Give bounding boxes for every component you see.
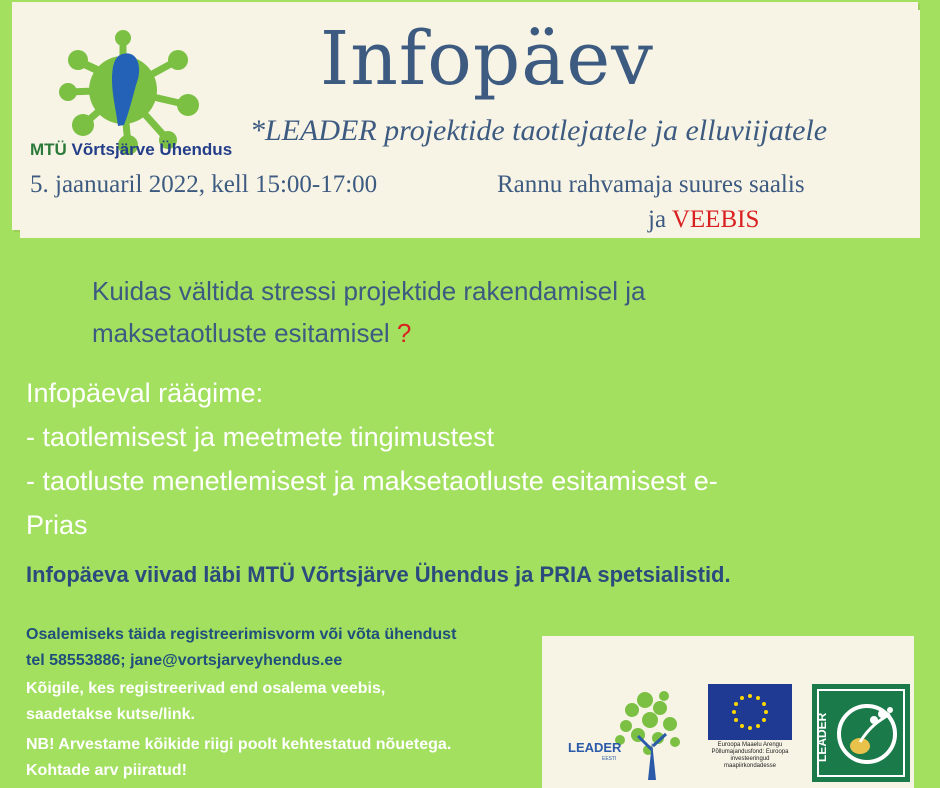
contact-line6: Kohtade arv piiratud! xyxy=(26,762,187,779)
topic-item-1: - taotlemisest ja meetmete tingimustest xyxy=(26,422,495,452)
leader-box-logo xyxy=(812,684,910,782)
leader-eesti-logo xyxy=(560,680,690,784)
contact-line2: tel 58553886; jane@vortsjarveyhendus.ee xyxy=(26,652,343,669)
contact-line1: Osalemiseks täida registreerimisvorm või võta ühendust xyxy=(26,626,457,643)
leader-eesti-label: LEADER xyxy=(568,740,622,755)
venue-prefix: ja xyxy=(648,206,672,233)
topic-item-2a: - taotluste menetlemisest ja maksetaotluste esitamisest e- xyxy=(26,466,718,496)
contact-line4: saadetakse kutse/link. xyxy=(26,706,195,723)
brand-name xyxy=(30,140,232,160)
subtitle: *LEADER projektide taotlejatele ja elluviijatele xyxy=(250,114,828,147)
question-line2 xyxy=(92,318,411,349)
brand-name-part2: Võrtsjärve Ühendus xyxy=(71,140,233,159)
topic-item-2b: Prias xyxy=(26,510,88,540)
topics-heading: Infopäeval räägime: xyxy=(26,378,264,408)
question-line1: Kuidas vältida stressi projektide rakendamisel ja xyxy=(92,276,646,306)
contact-line5: NB! Arvestame kõikide riigi poolt kehtestatud nõuetega. xyxy=(26,736,452,753)
venue-line1: Rannu rahvamaja suures saalis xyxy=(497,171,805,198)
venue-veebis: VEEBIS xyxy=(671,206,760,233)
event-date: 5. jaanuaril 2022, kell 15:00-17:00 xyxy=(30,171,378,198)
brand-name-part1: MTÜ xyxy=(30,140,72,159)
venue-line2 xyxy=(648,206,759,234)
eu-text: Euroopa Maaelu Arengu Põllumajandusfond: Euroopa investeeringud maapiirkondadesse xyxy=(711,742,789,769)
page-title: Infopäev xyxy=(320,16,654,102)
question-mark: ? xyxy=(396,318,412,348)
leader-eesti-sub: EESTI xyxy=(602,756,617,762)
leaders-text: Infopäeva viivad läbi MTÜ Võrtsjärve Ühendus ja PRIA spetsialistid. xyxy=(26,562,731,587)
contact-line3: Kõigile, kes registreerivad end osalema veebis, xyxy=(26,680,386,697)
question-text: maksetaotluste esitamisel xyxy=(92,318,397,348)
leader-box-label: LEADER xyxy=(815,712,829,762)
eu-flag-logo xyxy=(708,684,792,788)
